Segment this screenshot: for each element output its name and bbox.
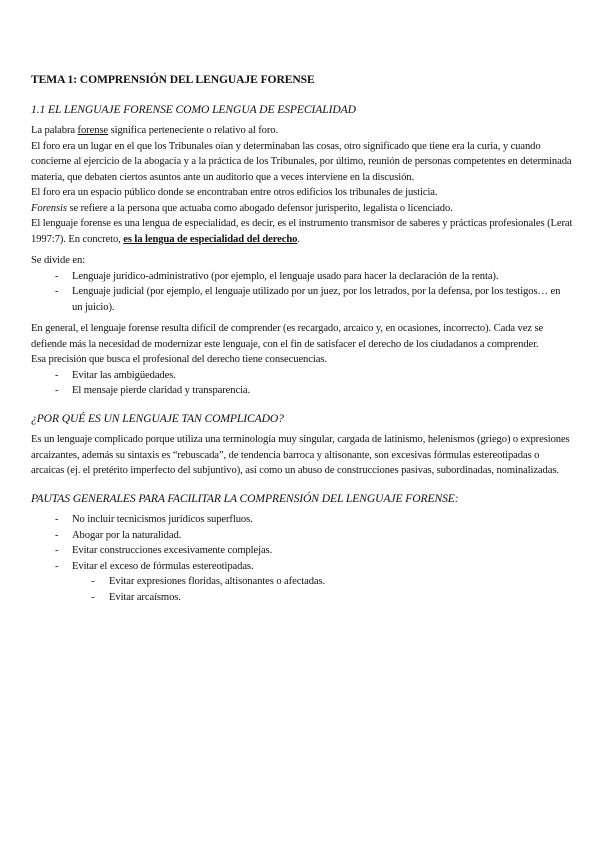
list-item: - El mensaje pierde claridad y transparencia. (31, 383, 573, 399)
list-item: - Evitar las ambigüedades. (31, 368, 573, 384)
list-divisions (31, 269, 573, 316)
list-item: - Lenguaje jurídico-administrativo (por ejemplo, el lenguaje usado para hacer la declaración de la renta). (31, 269, 573, 285)
list-consequences (31, 368, 573, 399)
text-run: se refiere a la persona que actuaba como abogado defensor jurisperito, legalista o licenciado. (66, 202, 453, 214)
list-item: - Evitar arcaísmos. (31, 590, 573, 606)
paragraph-precision: Esa precisión que busca el profesional del derecho tiene consecuencias. (31, 354, 327, 365)
text-run: . (297, 233, 300, 245)
italic-term-forensis: Forensis (31, 202, 67, 214)
paragraph-se-divide: Se divide en: (31, 255, 86, 266)
paragraph-dificultad: En general, el lenguaje forense resulta difícil de comprender (es recargado, arcaico y, en ocasiones, incorrecto). Cada vez se defiende más la necesidad de modernizar este lenguaje, con el fin de satisfacer el derecho de los ciudadanos a comprender. (31, 323, 544, 350)
paragraph-forensis (31, 201, 573, 217)
paragraph-foro-meaning: El foro era un lugar en el que los Tribunales oían y determinaban las cosas, otro significado que tiene era la curia, y cuando concierne al ejercicio de la abogacía y a la práctica de los Tribunales, por último, reunión de personas competentes en determinada materia, que debaten ciertos asuntos ante un auditorio que a veces interviene en la discusión. (31, 140, 572, 183)
section-heading-especialidad: 1.1 EL LENGUAJE FORENSE COMO LENGUA DE ESPECIALIDAD (31, 102, 356, 116)
section-heading-por-que: ¿POR QUÉ ES UN LENGUAJE TAN COMPLICADO? (31, 411, 284, 425)
list-pautas-sub (31, 574, 573, 605)
text-run: El lenguaje forense es una lengua de especialidad, es decir, es el instrumento transmisor de saberes y prácticas profesionales (Lerat 1997:7). En concreto, (31, 218, 573, 245)
text-run: significa perteneciente o relativo al foro. (108, 125, 279, 136)
list-item: - Abogar por la naturalidad. (31, 528, 573, 544)
list-pautas (31, 512, 573, 574)
list-item: - Evitar el exceso de fórmulas estereotipadas. (31, 559, 573, 575)
document-body (31, 72, 573, 605)
bold-underlined-phrase: es la lengua de especialidad del derecho (123, 233, 298, 245)
list-item: - No incluir tecnicismos jurídicos superfluos. (31, 512, 573, 528)
list-item: - Lenguaje judicial (por ejemplo, el lenguaje utilizado por un juez, por los letrados, por la defensa, por los testigos… en un juicio). (31, 284, 573, 315)
paragraph-forense-definition (31, 123, 573, 139)
underlined-term-forense: forense (77, 125, 109, 136)
section-heading-pautas: PAUTAS GENERALES PARA FACILITAR LA COMPRENSIÓN DEL LENGUAJE FORENSE: (31, 491, 459, 505)
list-item: - Evitar expresiones floridas, altisonantes o afectadas. (31, 574, 573, 590)
list-item: - Evitar construcciones excesivamente complejas. (31, 543, 573, 559)
document-title: TEMA 1: COMPRENSIÓN DEL LENGUAJE FORENSE (31, 73, 315, 86)
text-run: La palabra (31, 125, 78, 136)
paragraph-foro-space: El foro era un espacio público donde se encontraban entre otros edificios los tribunales de justicia. (31, 187, 438, 198)
paragraph-complicado: Es un lenguaje complicado porque utiliza una terminología muy singular, cargada de latinismo, helenismos (griego) o expresiones arcaizantes, además su sintaxis es “rebuscada”, de tendencia barroca y altisonante, son excesivas fórmulas estereotipadas o arcaicas (ej. el pretérito imperfecto del subjuntivo), así como un abuso de construcciones pasivas, subordinadas, nominalizadas. (31, 434, 570, 476)
paragraph-lengua-especialidad (31, 216, 573, 247)
